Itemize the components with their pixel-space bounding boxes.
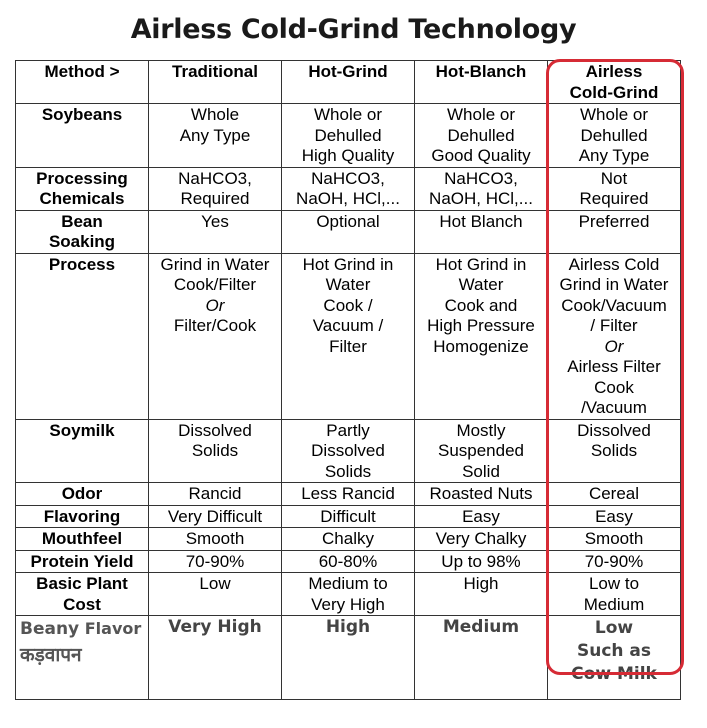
cell-airless-cold-grind (548, 573, 681, 616)
cell-line: /Vacuum (581, 398, 647, 417)
cell-line: Suspended (437, 441, 525, 460)
cell-line: Preferred (578, 211, 650, 231)
cell-traditional (149, 616, 282, 700)
row-label (16, 419, 149, 483)
cell-hot-grind (282, 616, 415, 700)
cell-hot-blanch (415, 104, 548, 168)
table-row (16, 483, 681, 506)
row-label (16, 505, 149, 528)
cell-line: Cow Milk (571, 664, 657, 684)
cell-line: Difficult (320, 506, 376, 526)
cell-airless-cold-grind (548, 253, 681, 419)
cell-line: Cook/Vacuum (561, 295, 667, 315)
row-label-beany-flavor (16, 616, 149, 700)
cell-airless-cold-grind (548, 104, 681, 168)
row-label (16, 550, 149, 573)
cell-hot-blanch (415, 550, 548, 573)
cell-traditional (149, 528, 282, 551)
cell-line: Cook and (444, 295, 518, 315)
cell-airless-cold-grind (548, 483, 681, 506)
cell-line: Hot Grind in (435, 254, 527, 274)
table-row (16, 505, 681, 528)
cell-line: High Quality (301, 146, 395, 165)
cell-line: Dehulled (447, 125, 515, 145)
cell-line: Soymilk (49, 420, 115, 440)
cell-line: Smooth (584, 529, 644, 548)
cell-line: Hot Blanch (439, 211, 523, 231)
cell-line: Yes (201, 211, 229, 231)
cell-line: Or (205, 295, 225, 315)
cell-line: Dehulled (314, 125, 382, 145)
cell-line: Grind in Water (559, 275, 669, 294)
cell-line: Dehulled (580, 125, 648, 145)
cell-line: Hot Grind in (302, 254, 394, 274)
beany-word: Beany (20, 619, 80, 639)
cell-airless-cold-grind (548, 167, 681, 210)
cell-line: Cost (63, 594, 101, 614)
cell-line: Any Type (578, 146, 650, 165)
cell-airless-cold-grind (548, 616, 681, 700)
cell-line: Soaking (48, 232, 116, 251)
cell-line: NaHCO3, (311, 168, 385, 188)
cell-airless-cold-grind (548, 550, 681, 573)
cell-line: Basic Plant (36, 574, 128, 593)
cell-line: Low to (588, 574, 640, 593)
cell-airless-cold-grind (548, 505, 681, 528)
table-row (16, 573, 681, 616)
cell-line: NaHCO3, (444, 168, 518, 188)
cell-traditional (149, 419, 282, 483)
row-label (16, 483, 149, 506)
cell-traditional (149, 505, 282, 528)
cell-line: Traditional (172, 62, 258, 81)
cell-line: Water (325, 275, 371, 294)
cell-line: Flavoring (43, 506, 121, 526)
row-label (16, 573, 149, 616)
cell-line: Hot-Blanch (435, 62, 527, 81)
table-row (16, 210, 681, 253)
cell-line: Cook/Filter (173, 275, 257, 294)
cell-hot-blanch (415, 505, 548, 528)
cell-line: Whole or (579, 105, 649, 124)
cell-line: / Filter (590, 316, 638, 335)
cell-line: Up to 98% (441, 551, 521, 571)
cell-line: Dissolved (178, 420, 252, 440)
cell-traditional (149, 483, 282, 506)
cell-line: Cook / (323, 295, 373, 315)
cell-line: Or (604, 336, 624, 356)
cell-line: 70-90% (584, 551, 644, 571)
cell-line: Roasted Nuts (429, 484, 533, 503)
column-header-hot-blanch (415, 61, 548, 104)
cell-line: Less Rancid (301, 484, 395, 503)
cell-hot-grind (282, 419, 415, 483)
cell-line: Very Chalky (435, 529, 527, 548)
cell-line: NaOH, HCl,... (296, 189, 400, 208)
cell-line: Easy (462, 506, 500, 526)
cell-line: Very High (311, 594, 385, 614)
flavor-word: Flavor (79, 619, 142, 638)
cell-line: Airless Filter (567, 357, 661, 376)
page-title: Airless Cold-Grind Technology (130, 14, 577, 45)
table-row (16, 167, 681, 210)
cell-line: Vacuum / (312, 316, 384, 335)
cell-line: Cold-Grind (569, 82, 659, 102)
cell-airless-cold-grind (548, 419, 681, 483)
cell-airless-cold-grind (548, 528, 681, 551)
cell-line: Bean (61, 211, 103, 231)
cell-line: Water (458, 275, 504, 294)
cell-line: NaOH, HCl,... (429, 189, 533, 208)
row-label (16, 104, 149, 168)
cell-hot-grind (282, 505, 415, 528)
cell-line: Chalky (322, 529, 374, 548)
cell-line: Mostly (456, 420, 506, 440)
cell-line: Low (199, 574, 231, 593)
beany-label-hi: कड़वापन (20, 644, 82, 666)
cell-line: Odor (61, 484, 103, 503)
table-row (16, 550, 681, 573)
cell-hot-grind (282, 573, 415, 616)
cell-line: Dissolved (311, 441, 385, 460)
cell-line: Such as (576, 641, 652, 661)
cell-line: Required (579, 189, 649, 208)
comparison-table (15, 60, 681, 700)
cell-hot-grind (282, 483, 415, 506)
row-label (16, 167, 149, 210)
cell-traditional (149, 573, 282, 616)
cell-line: Good Quality (431, 146, 531, 165)
cell-line: Dissolved (577, 420, 651, 440)
cell-line: Airless Cold (568, 254, 660, 274)
column-header-airless-cold-grind (548, 61, 681, 104)
cell-line: 70-90% (185, 551, 245, 571)
cell-line: Hot-Grind (308, 62, 388, 81)
cell-line: Any Type (179, 125, 251, 145)
column-header-hot-grind (282, 61, 415, 104)
cell-line: Optional (316, 211, 380, 231)
beany-flavor-row (16, 616, 681, 700)
cell-hot-blanch (415, 419, 548, 483)
header-row (16, 61, 681, 104)
cell-line: Medium (442, 617, 520, 637)
cell-line: Very Difficult (167, 506, 263, 526)
cell-line: Not (600, 168, 628, 188)
cell-line: Rancid (188, 484, 242, 503)
cell-line: Filter (329, 336, 367, 356)
table-row (16, 528, 681, 551)
table-row (16, 419, 681, 483)
cell-line: 60-80% (318, 551, 378, 571)
table-row (16, 104, 681, 168)
cell-traditional (149, 104, 282, 168)
cell-line: Processing (36, 168, 128, 188)
cell-traditional (149, 550, 282, 573)
cell-line: High (325, 617, 371, 637)
cell-hot-blanch (415, 253, 548, 419)
cell-hot-blanch (415, 210, 548, 253)
cell-line: Solid (462, 461, 500, 481)
cell-line: Solids (590, 441, 638, 460)
cell-hot-grind (282, 210, 415, 253)
cell-hot-grind (282, 550, 415, 573)
cell-line: Filter/Cook (173, 316, 257, 335)
table-row (16, 253, 681, 419)
cell-hot-blanch (415, 528, 548, 551)
cell-line: Homogenize (433, 336, 529, 356)
cell-line: Mouthfeel (41, 529, 123, 548)
cell-line: Smooth (185, 529, 245, 548)
cell-line: Whole or (313, 105, 383, 124)
row-label (16, 210, 149, 253)
cell-line: Solids (191, 441, 239, 460)
cell-hot-grind (282, 528, 415, 551)
cell-line: Protein Yield (30, 551, 134, 571)
cell-line: High Pressure (427, 316, 535, 335)
cell-hot-grind (282, 253, 415, 419)
cell-line: Whole (190, 105, 240, 124)
row-label (16, 253, 149, 419)
cell-line: Solids (324, 461, 372, 481)
cell-line: Whole or (446, 105, 516, 124)
row-label (16, 528, 149, 551)
cell-line: Cereal (588, 484, 640, 503)
cell-line: High (463, 574, 499, 593)
beany-label-en (20, 616, 144, 642)
cell-hot-blanch (415, 167, 548, 210)
cell-line: Chemicals (39, 189, 125, 208)
cell-line: Airless (585, 62, 643, 81)
method-header: Method > (16, 61, 149, 104)
cell-traditional (149, 253, 282, 419)
cell-line: Easy (595, 506, 633, 526)
cell-traditional (149, 167, 282, 210)
cell-hot-blanch (415, 483, 548, 506)
column-header-traditional (149, 61, 282, 104)
cell-line: Process (48, 254, 116, 274)
cell-hot-blanch (415, 616, 548, 700)
cell-airless-cold-grind (548, 210, 681, 253)
cell-line: Partly (326, 420, 370, 440)
cell-line: Low (594, 618, 634, 638)
cell-hot-grind (282, 104, 415, 168)
cell-line: Cook (594, 377, 634, 397)
cell-traditional (149, 210, 282, 253)
cell-hot-grind (282, 167, 415, 210)
cell-line: Soybeans (41, 105, 123, 124)
cell-line: Required (180, 189, 250, 208)
cell-hot-blanch (415, 573, 548, 616)
cell-line: Medium (583, 594, 645, 614)
cell-line: Medium to (308, 574, 388, 593)
cell-line: Grind in Water (160, 254, 270, 274)
cell-line: NaHCO3, (178, 168, 252, 188)
cell-line: Very High (168, 617, 262, 637)
